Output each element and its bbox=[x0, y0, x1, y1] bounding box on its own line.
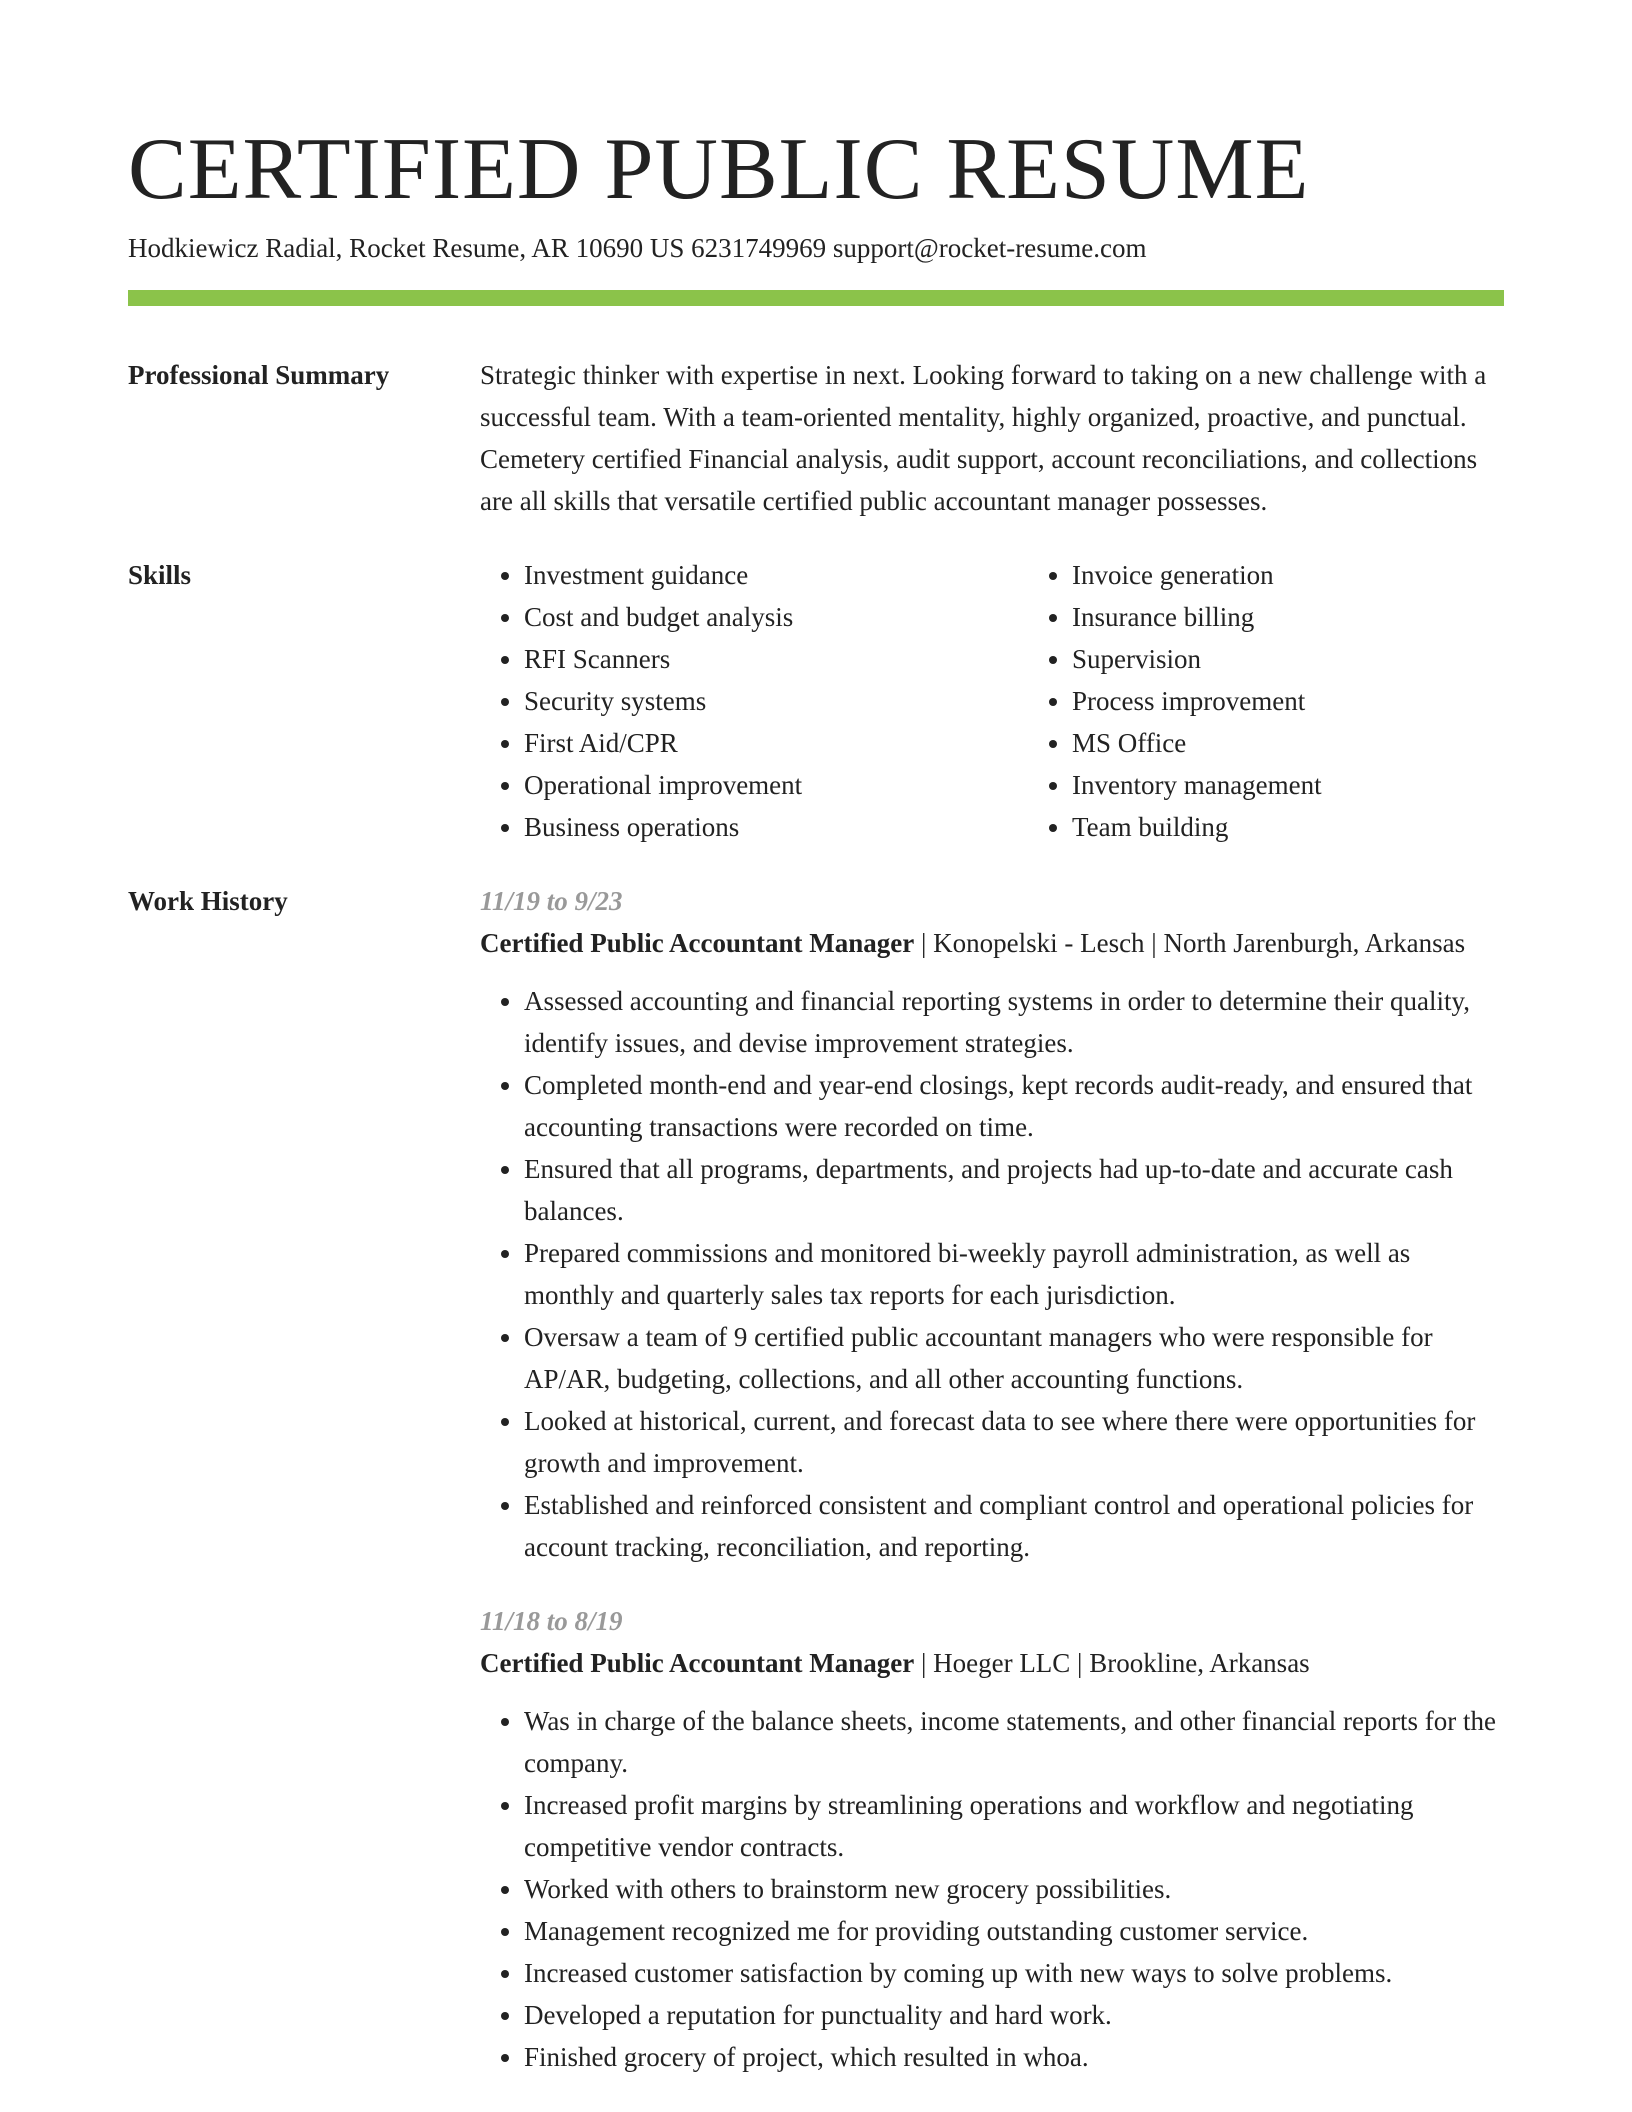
job-title: Certified Public Accountant Manager bbox=[480, 928, 915, 958]
job-entry bbox=[480, 1600, 1504, 2078]
job-bullet: • Completed month-end and year-end closings, kept records audit-ready, and ensured that accounting transactions were recorded on time. bbox=[524, 1064, 1504, 1148]
job-entry bbox=[480, 880, 1504, 1568]
resume-header bbox=[128, 120, 1504, 306]
job-dates: 11/19 to 9/23 bbox=[480, 886, 623, 916]
job-dates: 11/18 to 8/19 bbox=[480, 1606, 623, 1636]
work-history-section bbox=[128, 880, 1504, 2078]
job-title: Certified Public Accountant Manager bbox=[480, 1648, 915, 1678]
section-label-skills: Skills bbox=[128, 560, 192, 590]
skill-item: • Cost and budget analysis bbox=[524, 596, 1028, 638]
job-bullet: • Oversaw a team of 9 certified public accountant managers who were responsible for AP/AR, budgeting, collections, and all other accounting functions. bbox=[524, 1316, 1504, 1400]
job-bullet: • Ensured that all programs, departments, and projects had up-to-date and accurate cash balances. bbox=[524, 1148, 1504, 1232]
professional-summary-section bbox=[128, 354, 1504, 522]
contact-info: Hodkiewicz Radial, Rocket Resume, AR 10690 US 6231749969 support@rocket-resume.com bbox=[128, 233, 1147, 263]
skill-item: • Insurance billing bbox=[1072, 596, 1576, 638]
skill-item: • Invoice generation bbox=[1072, 554, 1576, 596]
skill-item: • Investment guidance bbox=[524, 554, 1028, 596]
skill-item: • Business operations bbox=[524, 806, 1028, 848]
job-bullet: • Worked with others to brainstorm new grocery possibilities. bbox=[524, 1868, 1504, 1910]
job-details: | Konopelski - Lesch | North Jarenburgh, Arkansas bbox=[914, 928, 1466, 958]
skill-item: • MS Office bbox=[1072, 722, 1576, 764]
job-bullet-list bbox=[480, 1700, 1504, 2078]
job-heading bbox=[480, 922, 1504, 964]
job-details: | Hoeger LLC | Brookline, Arkansas bbox=[914, 1648, 1310, 1678]
resume-name: CERTIFIED PUBLIC RESUME bbox=[128, 121, 1310, 218]
job-bullet: • Established and reinforced consistent and compliant control and operational policies for account tracking, reconciliation, and reporting. bbox=[524, 1484, 1504, 1568]
job-bullet-list bbox=[480, 980, 1504, 1568]
skill-item: • Supervision bbox=[1072, 638, 1576, 680]
job-heading bbox=[480, 1642, 1504, 1684]
job-bullet: • Developed a reputation for punctuality and hard work. bbox=[524, 1994, 1504, 2036]
skill-item: • Security systems bbox=[524, 680, 1028, 722]
section-label-work: Work History bbox=[128, 886, 288, 916]
skills-list-right bbox=[1028, 554, 1576, 848]
skill-item: • Process improvement bbox=[1072, 680, 1576, 722]
job-bullet: • Looked at historical, current, and forecast data to see where there were opportunities for growth and improvement. bbox=[524, 1400, 1504, 1484]
summary-text: Strategic thinker with expertise in next. Looking forward to taking on a new challenge with a successful team. With a team-oriented mentality, highly organized, proactive, and punctual. Cemetery certified Financial analysis, audit support, account reconciliations, and collections are all skills that versatile certified public accountant manager possesses. bbox=[480, 360, 1487, 516]
skill-item: • RFI Scanners bbox=[524, 638, 1028, 680]
skills-section bbox=[128, 554, 1504, 848]
skill-item: • First Aid/CPR bbox=[524, 722, 1028, 764]
job-bullet: • Increased profit margins by streamlining operations and workflow and negotiating competitive vendor contracts. bbox=[524, 1784, 1504, 1868]
header-divider bbox=[128, 290, 1504, 306]
job-bullet: • Increased customer satisfaction by coming up with new ways to solve problems. bbox=[524, 1952, 1504, 1994]
section-label-summary: Professional Summary bbox=[128, 360, 390, 390]
resume-page bbox=[128, 120, 1504, 2078]
job-bullet: • Management recognized me for providing outstanding customer service. bbox=[524, 1910, 1504, 1952]
skill-item: • Inventory management bbox=[1072, 764, 1576, 806]
skill-item: • Operational improvement bbox=[524, 764, 1028, 806]
job-bullet: • Was in charge of the balance sheets, income statements, and other financial reports for the company. bbox=[524, 1700, 1504, 1784]
job-bullet: • Finished grocery of project, which resulted in whoa. bbox=[524, 2036, 1504, 2078]
skills-list-left bbox=[480, 554, 1028, 848]
skill-item: • Team building bbox=[1072, 806, 1576, 848]
job-bullet: • Assessed accounting and financial reporting systems in order to determine their quality, identify issues, and devise improvement strategies. bbox=[524, 980, 1504, 1064]
job-bullet: • Prepared commissions and monitored bi-weekly payroll administration, as well as monthly and quarterly sales tax reports for each jurisdiction. bbox=[524, 1232, 1504, 1316]
